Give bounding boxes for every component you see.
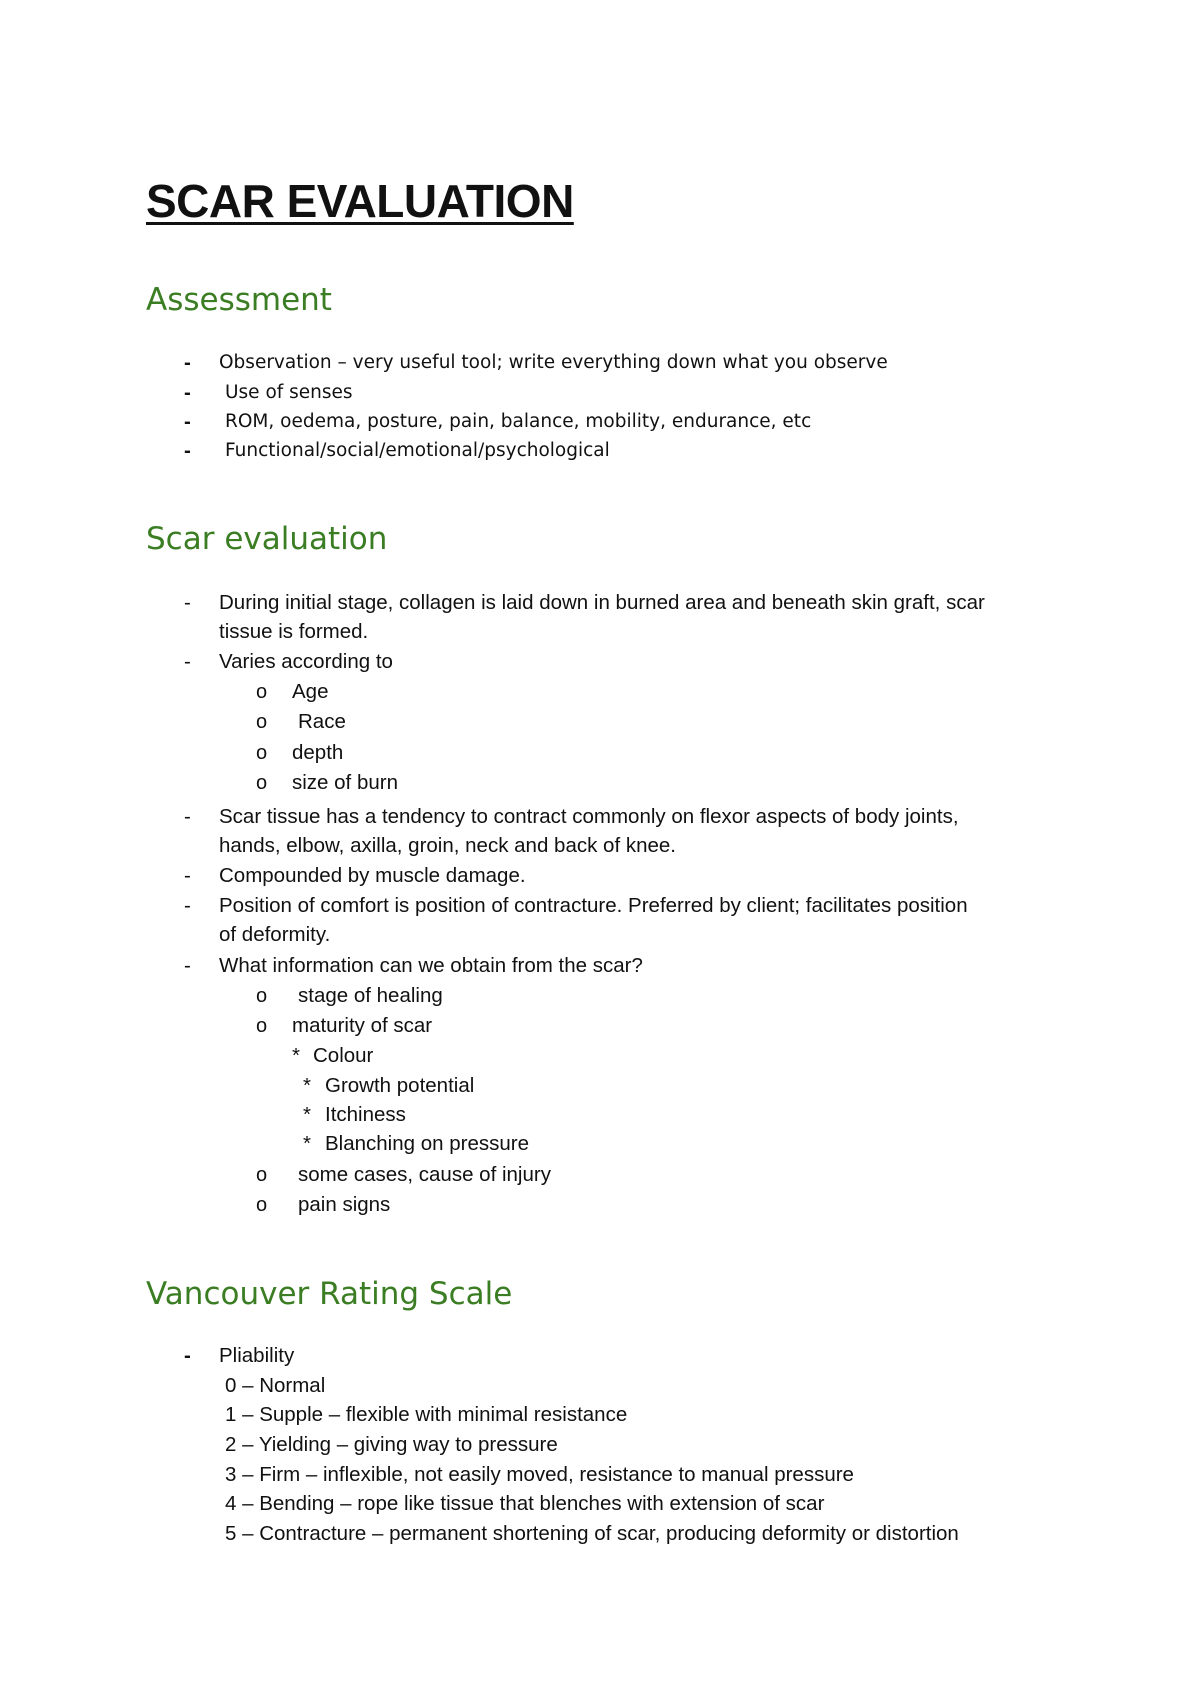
sub-list-item: depth — [292, 741, 344, 764]
bullet-circle: o — [256, 1015, 268, 1037]
sub-sub-list-item: Itchiness — [325, 1103, 406, 1126]
scale-item: 2 – Yielding – giving way to pressure — [225, 1433, 558, 1456]
scale-item: 3 – Firm – inflexible, not easily moved, resistance to manual pressure — [225, 1463, 854, 1486]
list-item: Position of comfort is position of contracture. Preferred by client; facilitates position — [219, 894, 968, 917]
bullet-circle: o — [256, 681, 268, 703]
bullet-dash: - — [184, 351, 191, 374]
sub-sub-list-item: Growth potential — [325, 1074, 475, 1097]
bullet-star: * — [303, 1103, 311, 1126]
sub-sub-list-item: Blanching on pressure — [325, 1132, 529, 1155]
sub-sub-list-item: Colour — [313, 1044, 374, 1067]
sub-list-item: pain signs — [298, 1193, 391, 1216]
list-item-continuation: tissue is formed. — [219, 620, 369, 643]
bullet-dash: - — [184, 650, 191, 673]
list-item: Varies according to — [219, 650, 393, 673]
list-item-continuation: hands, elbow, axilla, groin, neck and back of knee. — [219, 834, 676, 857]
list-item-continuation: of deformity. — [219, 923, 331, 946]
bullet-circle: o — [256, 1164, 268, 1186]
scale-item: 5 – Contracture – permanent shortening of scar, producing deformity or distortion — [225, 1522, 959, 1545]
bullet-dash: - — [184, 864, 191, 887]
bullet-circle: o — [256, 711, 268, 733]
bullet-star: * — [292, 1044, 300, 1067]
bullet-dash: - — [184, 1344, 191, 1367]
assessment-heading: Assessment — [146, 282, 332, 318]
bullet-dash: - — [184, 954, 191, 977]
page-title: SCAR EVALUATION — [146, 175, 574, 227]
list-item: What information can we obtain from the scar? — [219, 954, 643, 977]
bullet-dash: - — [184, 591, 191, 614]
sub-list-item: stage of healing — [298, 984, 443, 1007]
bullet-star: * — [303, 1132, 311, 1155]
bullet-circle: o — [256, 1194, 268, 1216]
scale-item: 0 – Normal — [225, 1374, 326, 1397]
bullet-dash: - — [184, 410, 191, 433]
sub-list-item: size of burn — [292, 771, 398, 794]
sub-list-item: Race — [298, 710, 346, 733]
list-item: Use of senses — [225, 382, 353, 403]
bullet-circle: o — [256, 742, 268, 764]
list-item: Compounded by muscle damage. — [219, 864, 526, 887]
bullet-dash: - — [184, 381, 191, 404]
sub-list-item: maturity of scar — [292, 1014, 433, 1037]
sub-list-item: Age — [292, 680, 329, 703]
bullet-star: * — [303, 1074, 311, 1097]
bullet-circle: o — [256, 772, 268, 794]
bullet-dash: - — [184, 439, 191, 462]
bullet-dash: - — [184, 805, 191, 828]
sub-list-item: some cases, cause of injury — [298, 1163, 551, 1186]
scar-evaluation-heading: Scar evaluation — [146, 521, 388, 557]
bullet-circle: o — [256, 985, 268, 1007]
list-item: Observation – very useful tool; write everything down what you observe — [219, 352, 888, 373]
scale-item: 4 – Bending – rope like tissue that blenches with extension of scar — [225, 1492, 825, 1515]
list-item: Pliability — [219, 1344, 295, 1367]
list-item: Functional/social/emotional/psychological — [225, 440, 610, 461]
list-item: Scar tissue has a tendency to contract commonly on flexor aspects of body joints, — [219, 805, 959, 828]
vancouver-heading: Vancouver Rating Scale — [146, 1276, 513, 1312]
scale-item: 1 – Supple – flexible with minimal resistance — [225, 1403, 628, 1426]
list-item: During initial stage, collagen is laid down in burned area and beneath skin graft, scar — [219, 591, 985, 614]
bullet-dash: - — [184, 894, 191, 917]
list-item: ROM, oedema, posture, pain, balance, mobility, endurance, etc — [225, 411, 812, 432]
